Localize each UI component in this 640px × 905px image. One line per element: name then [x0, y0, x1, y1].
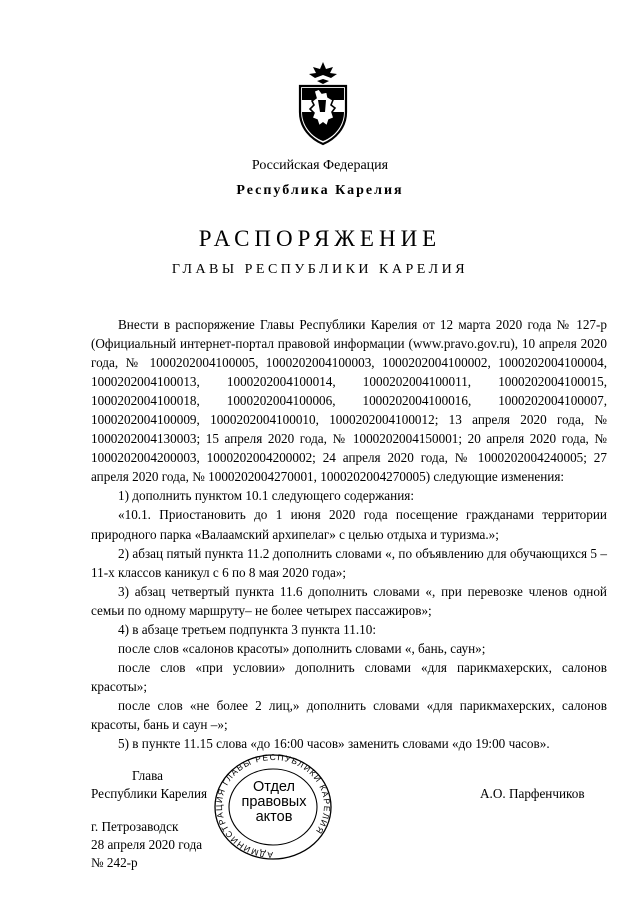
- country-name: Российская Федерация: [251, 158, 389, 173]
- body-paragraph: 2) абзац пятый пункта 11.2 дополнить словами «, по объявлению для обучающихся 5 – 11-х классов каникул с 6 по 8 мая 2020 года»;: [91, 545, 607, 580]
- body-paragraph: 4) в абзаце третьем подпункта 3 пункта 11.10:: [118, 621, 377, 637]
- coat-of-arms-emblem: [297, 60, 349, 146]
- body-paragraph: после слов «при условии» дополнить словами «для парикмахерских, салонов красоты»;: [91, 659, 607, 694]
- signatory-name: А.О. Парфенчиков: [480, 786, 585, 801]
- document-number: № 242-р: [91, 855, 138, 870]
- stamp-line-2: правовых: [241, 794, 307, 810]
- stamp-line-3: актов: [255, 809, 293, 825]
- issuer-heading: ГЛАВЫ РЕСПУБЛИКИ КАРЕЛИЯ: [171, 262, 469, 277]
- body-paragraph: Внести в распоряжение Главы Республики Карелия от 12 марта 2020 года № 127-р (Официальный интернет-портал правовой информации (www.pravo.gov.ru), 10 апреля 2020 года, № 1000202004100005, 1000202004100003, 1000202004100002, 1000202004100004, 1000202004100013, 1000202004100014, 1000202004100011, 1000202004100015, 1000202004100018, 1000202004100006, 1000202004100016, 1000202004100007, 1000202004100009, 1000202004100010, 1000202004100012; 13 апреля 2020 года, № 1000202004130003; 15 апреля 2020 года, № 1000202004150001; 20 апреля 2020 года, № 1000202004200003, 1000202004200002; 24 апреля 2020 года, № 1000202004240005; 27 апреля 2020 года, № 1000202004270001, 1000202004270005) следующие изменения:: [91, 317, 607, 485]
- issue-date: 28 апреля 2020 года: [91, 837, 203, 852]
- stamp-ring-text: АДМИНИСТРАЦИЯ ГЛАВЫ РЕСПУБЛИКИ КАРЕЛИЯ: [213, 752, 333, 861]
- republic-name: Республика Карелия: [236, 183, 404, 198]
- body-paragraph: 5) в пункте 11.15 слова «до 16:00 часов» заменить словами «до 19:00 часов».: [118, 736, 550, 752]
- body-paragraph: «10.1. Приостановить до 1 июня 2020 года посещение гражданами территории природного парка «Валаамский архипелаг» с целью отдыха и туризма.»;: [91, 507, 607, 542]
- body-paragraph: после слов «салонов красоты» дополнить словами «, бань, саун»;: [118, 640, 486, 656]
- issue-city: г. Петрозаводск: [91, 819, 179, 834]
- document-type-heading: РАСПОРЯЖЕНИЕ: [198, 226, 442, 251]
- body-paragraph: 1) дополнить пунктом 10.1 следующего содержания:: [118, 488, 415, 504]
- document-body: [91, 315, 607, 753]
- signatory-title: Глава: [132, 768, 163, 783]
- body-paragraph: после слов «не более 2 лиц,» дополнить словами «для парикмахерских, салонов красоты, бань и саун –»;: [91, 697, 607, 732]
- signatory-organization: Республики Карелия: [91, 786, 208, 801]
- stamp-line-1: Отдел: [253, 779, 295, 795]
- body-paragraph: 3) абзац четвертый пункта 11.6 дополнить словами «, при перевозке членов одной семьи по одному маршруту– не более четырех пассажиров»;: [91, 583, 607, 618]
